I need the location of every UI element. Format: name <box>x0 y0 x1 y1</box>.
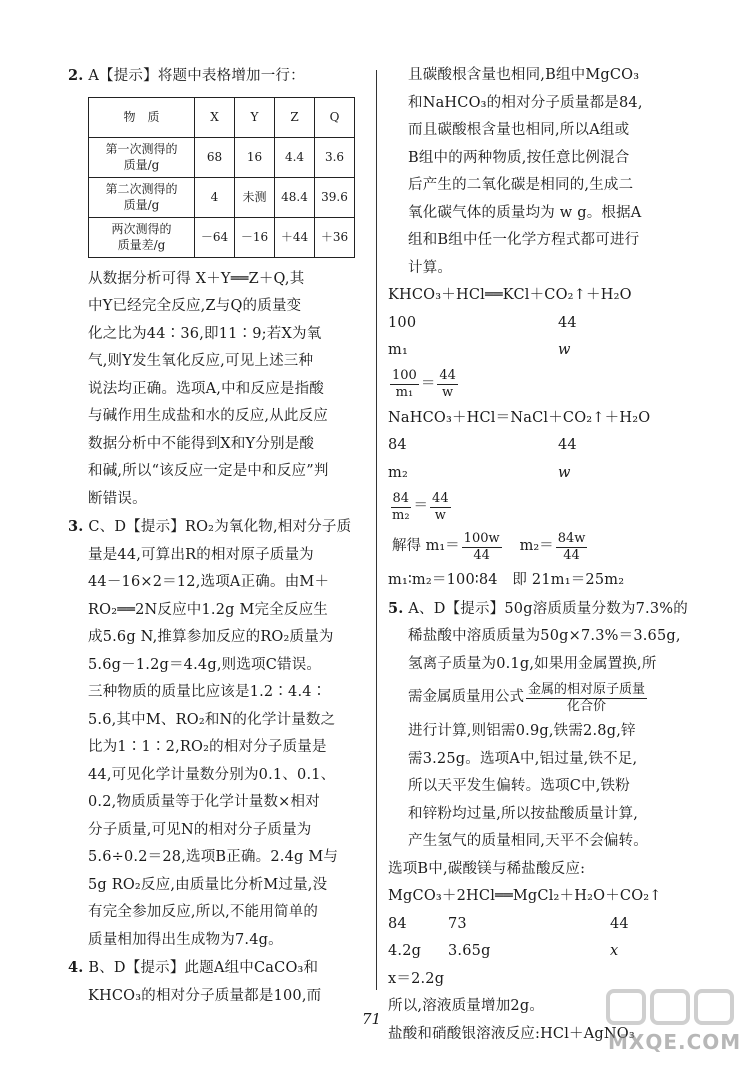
q2-body <box>68 266 368 514</box>
text-line: B组中的两种物质,按任意比例混合 <box>408 149 630 166</box>
text-line: 组和B组中任一化学方程式都可进行 <box>408 232 640 248</box>
table-row <box>89 177 355 217</box>
watermark-text: MXQE.COM <box>608 1030 742 1054</box>
solution-line: 解得 m₁＝ $\frac{100w}{44}$ m₂＝ $\frac{84w}{44}$ <box>392 530 586 563</box>
table-row-label: 第一次测得的 质量/g <box>89 137 195 177</box>
table-row-label: 两次测得的 质量差/g <box>89 217 195 257</box>
text-line: 量是44,可算出R的相对原子质量为 <box>88 546 314 563</box>
mass-table <box>88 97 355 258</box>
text-line: 质量相加得出生成物为7.4g。 <box>88 931 283 948</box>
text-line: 所以天平发生偏转。选项C中,铁粉 <box>408 778 630 794</box>
text-line: 气,则Y发生氧化反应,可见上述三种 <box>88 353 314 369</box>
formula-line: 需金属质量用公式 $\frac{\text{金属的相对原子质量}}{\text{化合价}}$ <box>408 681 646 714</box>
text-line: 进行计算,则铝需0.9g,铁需2.8g,锌 <box>408 723 636 739</box>
text-line: 断错误。 <box>88 490 147 507</box>
table-header-row <box>89 97 355 137</box>
ratio-line: m₁∶m₂＝100∶84 即 21m₁＝25m₂ <box>388 572 625 588</box>
table-cell: 68 <box>195 137 235 177</box>
table-header: Q <box>315 97 355 137</box>
table-header: Z <box>275 97 315 137</box>
q5-number: 5. <box>388 599 404 617</box>
text-line: 5.6÷0.2＝28,选项B正确。2.4g M与 <box>88 849 339 865</box>
text-line: 后产生的二氧化碳是相同的,生成二 <box>408 177 634 193</box>
text-line: 和碱,所以“该反应一定是中和反应”判 <box>88 463 329 479</box>
table-header: Y <box>235 97 275 137</box>
q3-number: 3. <box>68 518 84 535</box>
equation-values: 84 44 <box>388 437 577 453</box>
table-header: 物 质 <box>89 97 195 137</box>
page-number: 71 <box>362 1010 382 1028</box>
text-line: KHCO₃的相对分子质量都是100,而 <box>88 987 322 1004</box>
table-cell: 4.4 <box>275 137 315 177</box>
text-line: 和锌粉均过量,所以按盐酸质量计算, <box>408 805 639 822</box>
text-line: 且碳酸根含量也相同,B组中MgCO₃ <box>408 67 640 83</box>
equation-values: m₂ w <box>388 464 571 481</box>
table-cell: －16 <box>235 217 275 257</box>
text-line: 三种物质的质量比应该是1.2∶4.4∶ <box>88 684 327 700</box>
text-line: 有完全参加反应,所以,不能用简单的 <box>88 904 319 920</box>
text-line: 化之比为44∶36,即11∶9;若X为氧 <box>88 325 322 342</box>
column-divider <box>376 70 377 990</box>
text-line: 44－16×2＝12,选项A正确。由M＋ <box>88 574 330 590</box>
text-line: 盐酸和硝酸银溶液反应:HCl＋AgNO₃ <box>388 1025 635 1042</box>
proportion-2: $\frac{84}{\text{m₂}}$ ＝ $\frac{44}{w}$ <box>392 490 449 523</box>
text-line: 选项B中,碳酸镁与稀盐酸反应: <box>388 860 586 877</box>
equation-values: 4.2g 3.65g x <box>388 943 619 959</box>
text-line: 所以,溶液质量增加2g。 <box>388 998 545 1014</box>
text-line: 与碱作用生成盐和水的反应,从此反应 <box>88 408 329 424</box>
text-line: 成5.6g N,推算参加反应的RO₂质量为 <box>88 629 334 645</box>
equation-nahco3: NaHCO₃＋HCl＝NaCl＋CO₂↑＋H₂O <box>388 409 651 426</box>
text-line: 中Y已经完全反应,Z与Q的质量变 <box>88 298 302 314</box>
text-line: 分子质量,可见N的相对分子质量为 <box>88 821 312 838</box>
text-line: 5g RO₂反应,由质量比分析M过量,没 <box>88 876 328 893</box>
table-row <box>89 137 355 177</box>
text-line: 说法均正确。选项A,中和反应是指酸 <box>88 380 324 397</box>
table-cell: 未测 <box>235 177 275 217</box>
q4-number: 4. <box>68 959 84 976</box>
table-cell: ＋36 <box>315 217 355 257</box>
q5-first-line: 5. A、D【提示】50g溶质质量分数为7.3%的 <box>388 599 688 617</box>
table-cell: 39.6 <box>315 177 355 217</box>
proportion-1: $\frac{100}{\text{m₁}}$ ＝ $\frac{44}{w}$ <box>392 368 456 400</box>
text-line: 5.6g－1.2g＝4.4g,则选项C错误。 <box>88 656 322 673</box>
q2-heading <box>68 62 368 91</box>
text-line: 比为1∶1∶2,RO₂的相对分子质量是 <box>88 739 327 755</box>
text-line: 需3.25g。选项A中,铝过量,铁不足, <box>408 750 638 767</box>
q2-hint: A【提示】将题中表格增加一行： <box>88 68 305 84</box>
text-line: 计算。 <box>408 259 453 276</box>
equation-mgco3: MgCO₃＋2HCl══MgCl₂＋H₂O＋CO₂↑ <box>388 888 662 904</box>
text-line: 0.2,物质质量等于化学计量数×相对 <box>88 794 320 810</box>
q4-body <box>68 954 368 1010</box>
table-cell: －64 <box>195 217 235 257</box>
q3-first-line: 3. C、D【提示】RO₂为氧化物,相对分子质 <box>68 518 352 535</box>
text-line: 数据分析中不能得到X和Y分别是酸 <box>88 435 315 452</box>
text-line: 稀盐酸中溶质质量为50g×7.3%＝3.65g, <box>408 628 681 644</box>
left-column <box>68 62 368 1010</box>
table-cell: 3.6 <box>315 137 355 177</box>
right-column <box>388 62 688 1048</box>
text-line: 5.6,其中M、RO₂和N的化学计量数之 <box>88 711 336 728</box>
x-result: x＝2.2g <box>388 970 445 987</box>
text-line: 氧化碳气体的质量均为 w g。根据A <box>408 204 642 221</box>
text-line: 而且碳酸根含量也相同,所以A组或 <box>408 122 630 138</box>
text-line: 44,可见化学计量数分别为0.1、0.1、 <box>88 766 336 783</box>
table-cell: 48.4 <box>275 177 315 217</box>
equation-values: m₁ w <box>388 342 571 358</box>
table-header: X <box>195 97 235 137</box>
text-line: 和NaHCO₃的相对分子质量都是84, <box>408 94 643 111</box>
q4-first-line: 4. B、D【提示】此题A组中CaCO₃和 <box>68 959 319 976</box>
table-cell: 16 <box>235 137 275 177</box>
text-line: 产生氢气的质量相同,天平不会偏转。 <box>408 833 649 849</box>
table-cell: 4 <box>195 177 235 217</box>
text-line: RO₂══2N反应中1.2g M完全反应生 <box>88 601 328 618</box>
table-row <box>89 217 355 257</box>
text-line: 从数据分析可得 X＋Y══Z＋Q,其 <box>88 270 305 287</box>
equation-values: 100 44 <box>388 314 577 331</box>
equation-khco3: KHCO₃＋HCl══KCl＋CO₂↑＋H₂O <box>388 287 632 303</box>
table-row-label: 第二次测得的 质量/g <box>89 177 195 217</box>
text-line: 氢离子质量为0.1g,如果用金属置换,所 <box>408 655 657 672</box>
q3-body <box>68 513 368 954</box>
q2-number: 2. <box>68 67 84 84</box>
table-cell: ＋44 <box>275 217 315 257</box>
equation-values: 84 73 44 <box>388 915 629 932</box>
